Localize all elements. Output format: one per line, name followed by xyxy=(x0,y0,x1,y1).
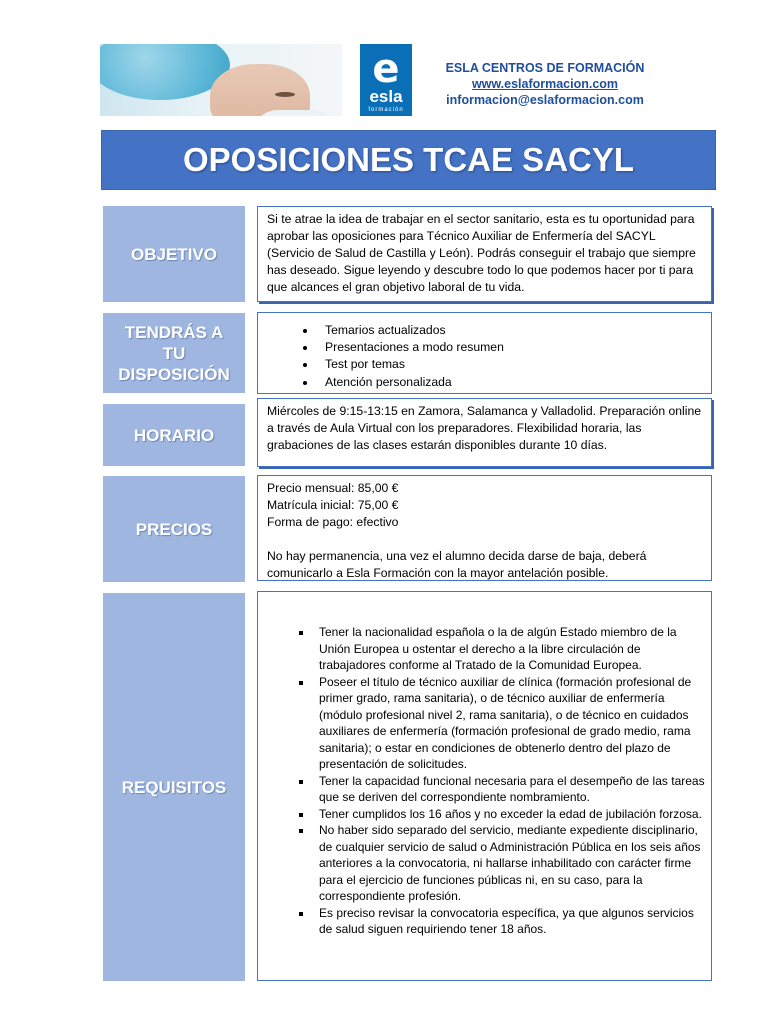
horario-text: Miércoles de 9:15-13:15 en Zamora, Salamanca y Valladolid. Preparación online a través de Aula Virtual con los preparadores. Flexibilidad horaria, las grabaciones de las clases estarán disponibles durante 10 días. xyxy=(267,404,702,452)
forma-de-pago: Forma de pago: efectivo xyxy=(267,515,399,529)
contact-block xyxy=(430,60,660,108)
company-name: ESLA CENTROS DE FORMACIÓN xyxy=(445,61,645,75)
precios-note: No hay permanencia, una vez el alumno decida darse de baja, deberá comunicarlo a Esla Formación con la mayor antelación posible. xyxy=(267,549,647,580)
list-item: ▪ Es preciso revisar la convocatoria específica, ya que algunos servicios de salud siguen requiriendo tener 18 años. xyxy=(313,905,705,938)
section-label-horario: HORARIO xyxy=(103,404,245,466)
list-item: ▪ Tener cumplidos los 16 años y no exceder la edad de jubilación forzosa. xyxy=(313,806,705,823)
section-box-objetivo xyxy=(257,206,712,302)
section-label-requisitos: REQUISITOS xyxy=(103,593,245,981)
list-item: ▪ Poseer el título de técnico auxiliar de clínica (formación profesional de primer grado, rama sanitaria), o de técnico auxiliar de enfermería (módulo profesional nivel 2, rama sanitaria), o de técnico en cuidados auxiliares de enfermería (formación profesional de grado medio, rama sanitaria); o estar en condiciones de obtenerlo dentro del plazo de presentación de solicitudes. xyxy=(313,674,705,773)
list-item: • Atención personalizada xyxy=(317,374,703,391)
list-item: ▪ Tener la capacidad funcional necesaria para el desempeño de las tareas que se deriven del correspondiente nombramiento. xyxy=(313,773,705,806)
section-box-horario xyxy=(257,398,712,467)
list-item: • Presentaciones a modo resumen xyxy=(317,339,703,356)
section-label-precios: PRECIOS xyxy=(103,476,245,582)
logo-brand: esla xyxy=(369,87,403,106)
section-label-disposicion: TENDRÁS A TU DISPOSICIÓN xyxy=(103,313,245,393)
list-item: • Test por temas xyxy=(317,356,703,373)
website-link[interactable]: www.eslaformacion.com xyxy=(471,77,619,91)
requisitos-list xyxy=(267,624,705,938)
list-item: ▪ Tener la nacionalidad española o la de algún Estado miembro de la Unión Europea u ostentar el derecho a la libre circulación de trabajadores conforme al Tratado de la Comunidad Europea. xyxy=(313,624,705,674)
logo-tagline: formación xyxy=(368,107,404,113)
page-title: OPOSICIONES TCAE SACYL xyxy=(101,130,716,190)
list-item: • Temarios actualizados xyxy=(317,322,703,339)
section-box-precios xyxy=(257,475,712,581)
esla-logo xyxy=(360,44,412,116)
matricula-inicial: Matrícula inicial: 75,00 € xyxy=(267,498,399,512)
section-label-objetivo: OBJETIVO xyxy=(103,206,245,302)
precio-mensual: Precio mensual: 85,00 € xyxy=(267,481,399,495)
disposicion-list xyxy=(267,322,703,391)
header-photo-nurse xyxy=(100,44,342,116)
list-item: ▪ No haber sido separado del servicio, mediante expediente disciplinario, de cualquier servicio de salud o Administración Pública en los seis años anteriores a la convocatoria, ni hallarse inhabilitado con carácter firme para el ejercicio de funciones públicas ni, en su caso, para la correspondiente profesión. xyxy=(313,822,705,905)
section-box-requisitos xyxy=(257,591,712,981)
objetivo-text: Si te atrae la idea de trabajar en el sector sanitario, esta es tu oportunidad para aprobar las oposiciones para Técnico Auxiliar de Enfermería del SACYL (Servicio de Salud de Castilla y León). Podrás conseguir el trabajo que siempre has deseado. Sigue leyendo y descubre todo lo que podemos hacer por ti para que alcances el gran objetivo laboral de tu vida. xyxy=(267,212,696,294)
section-box-disposicion xyxy=(257,312,712,394)
email-address[interactable]: informacion@eslaformacion.com xyxy=(446,93,644,107)
logo-letter: e xyxy=(372,46,400,92)
